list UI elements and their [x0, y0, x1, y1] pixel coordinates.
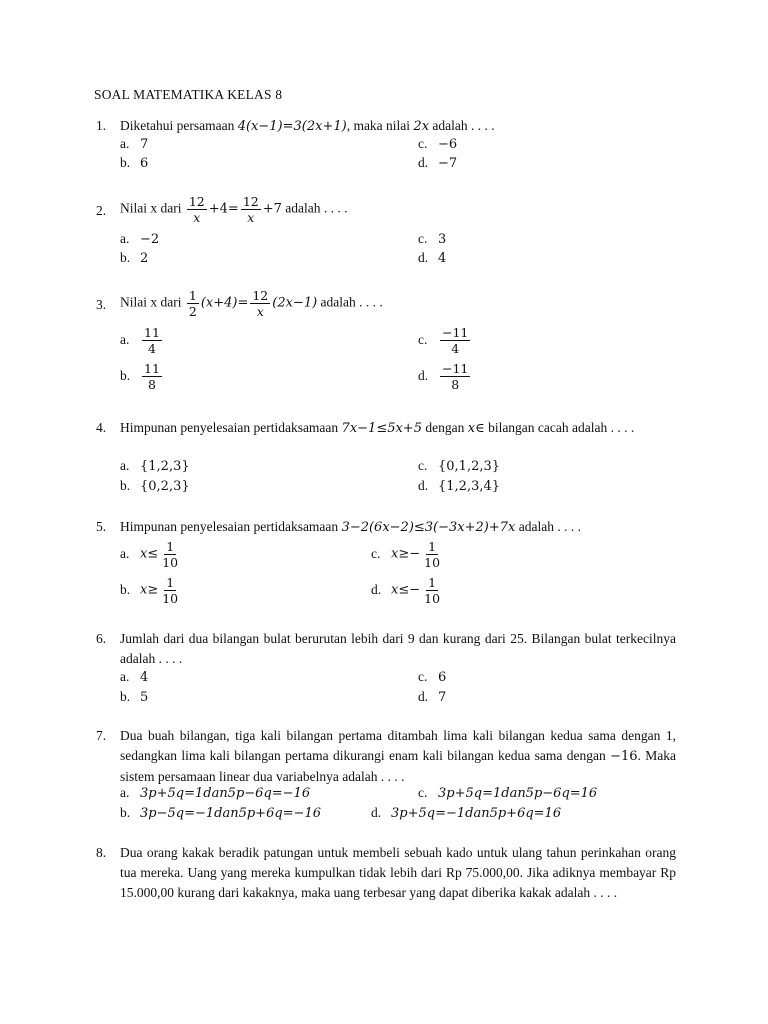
option-d[interactable] [418, 155, 457, 171]
fraction [142, 326, 162, 355]
option-value: 3p−5q=−1dan5p+6q=−16 [140, 806, 321, 821]
option-label: d. [418, 250, 429, 265]
expression: x∈ [467, 421, 485, 436]
question-text-part: . Maka sistem persamaan linear dua variabelnya adalah . . . . [120, 748, 676, 784]
question-text-part: , maka nilai [346, 118, 414, 133]
numerator: 11 [144, 361, 160, 376]
option-a[interactable] [120, 785, 310, 801]
numerator: 11 [144, 325, 160, 340]
option-c[interactable] [418, 458, 500, 474]
question-number: 8. [96, 845, 107, 860]
inequality: 3−2(6x−2)≤3(−3x+2)+7x [341, 520, 516, 535]
option-a[interactable] [120, 458, 190, 474]
option-label: b. [120, 478, 131, 493]
denominator: 10 [424, 591, 441, 607]
option-label: d. [418, 689, 429, 704]
option-label: b. [120, 581, 131, 597]
option-label: a. [120, 669, 130, 684]
numerator: −11 [442, 325, 469, 340]
fraction [422, 540, 442, 569]
option-label: b. [120, 367, 131, 383]
option-value: 7 [438, 690, 447, 705]
denominator: x [247, 210, 255, 226]
question-text-part: adalah . . . . [317, 294, 383, 310]
option-value: {1,2,3,4} [438, 479, 501, 494]
option-value: 4 [438, 251, 447, 266]
numerator: 1 [428, 539, 437, 554]
question-5 [96, 517, 676, 538]
option-d[interactable] [418, 689, 446, 705]
option-label: c. [418, 136, 428, 151]
question-number: 3. [96, 297, 107, 312]
option-a[interactable] [120, 231, 159, 247]
page-title: SOAL MATEMATIKA KELAS 8 [94, 87, 283, 102]
option-label: c. [418, 231, 428, 246]
fraction [250, 289, 270, 318]
option-label: c. [418, 331, 428, 347]
option-d[interactable] [418, 250, 446, 266]
question-text [120, 289, 676, 318]
question-text-part: Nilai x dari [120, 294, 185, 310]
option-label: d. [418, 367, 429, 383]
option-d[interactable] [418, 478, 500, 494]
option-label: c. [418, 669, 428, 684]
number: −16 [610, 749, 638, 764]
option-label: b. [120, 689, 131, 704]
question-number: 6. [96, 631, 107, 646]
question-text-part: adalah . . . . [429, 118, 495, 133]
question-text: Jumlah dari dua bilangan bulat berurutan lebih dari 9 dan kurang dari 25. Bilangan bulat terkecilnya adalah . . . . [120, 631, 676, 666]
option-value: 3p+5q=1dan5p−6q=−16 [140, 786, 311, 801]
question-number: 2. [96, 203, 107, 218]
denominator: 10 [162, 591, 179, 607]
option-c[interactable] [418, 136, 457, 152]
question-text [120, 195, 676, 224]
option-label: a. [120, 545, 130, 561]
numerator: 1 [188, 288, 197, 303]
option-value: 3 [438, 232, 447, 247]
fraction [160, 576, 180, 605]
numerator: 12 [242, 194, 259, 209]
question-2 [96, 195, 676, 224]
option-b[interactable] [120, 689, 148, 705]
option-label: a. [120, 331, 130, 347]
option-c[interactable] [418, 669, 446, 685]
equation-part: +4= [208, 201, 239, 217]
numerator: 1 [166, 539, 175, 554]
fraction [160, 540, 180, 569]
option-label: a. [120, 136, 130, 151]
denominator: 8 [147, 377, 156, 393]
question-text [120, 726, 676, 787]
question-text-part: Nilai x dari [120, 200, 185, 216]
option-value: −6 [438, 137, 458, 152]
fraction [440, 362, 470, 391]
question-text [120, 418, 676, 439]
option-value: 6 [438, 670, 447, 685]
equation: 4(x−1)=3(2x+1) [237, 119, 347, 134]
question-text-part: Himpunan penyelesaian pertidaksamaan [120, 519, 342, 534]
option-d[interactable] [418, 362, 472, 391]
question-8 [96, 843, 676, 903]
question-text-part: bilangan cacah adalah . . . . [484, 420, 635, 435]
numerator: 12 [188, 194, 205, 209]
option-label: b. [120, 155, 131, 170]
question-text-part: Dua buah bilangan, tiga kali bilangan pertama ditambah lima kali bilangan kedua sama dengan 1, sedangkan lima kali bilangan pertama dikurangi enam kali bilangan kedua sama dengan [120, 728, 676, 763]
option-value: 3p+5q=−1dan5p+6q=16 [391, 806, 562, 821]
option-value: 4 [140, 670, 149, 685]
fraction [142, 362, 162, 391]
question-text-part: Diketahui persamaan [120, 118, 238, 133]
question-text-part: adalah . . . . [281, 200, 348, 216]
option-a[interactable] [120, 669, 148, 685]
equation-part: (2x−1) [272, 295, 318, 311]
option-value: {0,1,2,3} [438, 459, 501, 474]
option-label: d. [418, 478, 429, 493]
option-value: {1,2,3} [140, 459, 190, 474]
denominator: 2 [188, 304, 197, 320]
option-d[interactable] [371, 805, 561, 821]
relation: x≤ [140, 546, 159, 562]
option-label: b. [120, 250, 131, 265]
option-b[interactable] [120, 576, 182, 605]
option-value: 6 [140, 156, 149, 171]
denominator: 10 [424, 555, 441, 571]
option-value: 5 [140, 690, 149, 705]
question-number: 4. [96, 420, 107, 435]
fraction [241, 195, 261, 224]
option-value: −7 [438, 156, 458, 171]
denominator: 8 [451, 377, 460, 393]
option-b[interactable] [120, 250, 148, 266]
numerator: 1 [166, 575, 175, 590]
option-b[interactable] [120, 805, 321, 821]
denominator: x [256, 304, 264, 320]
inequality: 7x−1≤5x+5 [341, 421, 422, 436]
option-b[interactable] [120, 362, 164, 391]
option-label: c. [418, 785, 428, 800]
option-a[interactable] [120, 136, 148, 152]
question-number: 7. [96, 728, 107, 743]
option-label: c. [418, 458, 428, 473]
question-3 [96, 289, 676, 318]
option-label: d. [418, 155, 429, 170]
option-b[interactable] [120, 155, 148, 171]
option-label: a. [120, 458, 130, 473]
question-number: 5. [96, 519, 107, 534]
option-label: d. [371, 805, 382, 820]
relation: x≥− [391, 546, 421, 562]
numerator: 12 [252, 288, 269, 303]
equation-part: (x+4)= [200, 295, 249, 311]
option-a[interactable] [120, 540, 182, 569]
option-label: a. [120, 785, 130, 800]
option-label: b. [120, 805, 131, 820]
question-text-part: adalah . . . . [515, 519, 581, 534]
fraction [187, 195, 207, 224]
fraction [422, 576, 442, 605]
fraction [440, 326, 470, 355]
question-text-part: dengan [421, 420, 468, 435]
question-text: Dua orang kakak beradik patungan untuk membeli sebuah kado untuk ulang tahun perinkahan orang tua mereka. Uang yang mereka kumpulkan tidak lebih dari Rp 75.000,00. Jika adiknya membayar Rp 15.000,00 kurang dari kakaknya, maka uang terbesar yang dapat diberika kakak adalah . . . . [120, 845, 676, 900]
option-value: {0,2,3} [140, 479, 190, 494]
question-text-part: Himpunan penyelesaian pertidaksamaan [120, 420, 342, 435]
option-c[interactable] [418, 231, 446, 247]
option-b[interactable] [120, 478, 190, 494]
question-text [120, 517, 676, 538]
option-value: 2 [140, 251, 149, 266]
option-value: −2 [140, 232, 160, 247]
question-4 [96, 418, 676, 439]
numerator: 1 [428, 575, 437, 590]
option-value: 7 [140, 137, 149, 152]
expression: 2x [413, 119, 430, 134]
option-label: d. [371, 581, 382, 597]
denominator: 4 [147, 341, 156, 357]
equation-part: +7 [262, 201, 282, 217]
denominator: 4 [451, 341, 460, 357]
option-c[interactable] [418, 785, 597, 801]
question-1 [96, 116, 676, 137]
relation: x≥ [140, 582, 159, 598]
fraction [187, 289, 199, 318]
question-6 [96, 629, 676, 669]
option-label: c. [371, 545, 381, 561]
numerator: −11 [442, 361, 469, 376]
relation: x≤− [391, 582, 421, 598]
option-a[interactable] [120, 326, 164, 355]
question-number: 1. [96, 118, 107, 133]
denominator: x [193, 210, 201, 226]
question-7 [96, 726, 676, 787]
denominator: 10 [162, 555, 179, 571]
option-c[interactable] [371, 540, 444, 569]
option-d[interactable] [371, 576, 444, 605]
option-label: a. [120, 231, 130, 246]
option-value: 3p+5q=1dan5p−6q=16 [438, 786, 598, 801]
question-text [120, 116, 676, 137]
option-c[interactable] [418, 326, 472, 355]
